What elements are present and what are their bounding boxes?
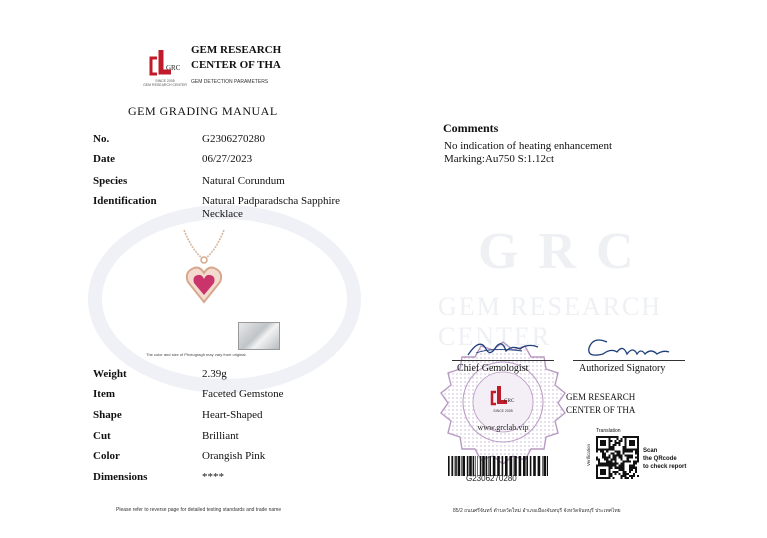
necklace-photo [180, 228, 228, 308]
qr-scan-instruction: Scan the QRcode to check report [643, 448, 687, 470]
manual-title: GEM GRADING MANUAL [128, 104, 278, 118]
value-shape: Heart-Shaped [202, 409, 263, 421]
org-subtitle: GEM DETECTION PARAMETERS [191, 79, 269, 85]
barcode-number: G2306270280 [466, 474, 517, 483]
signature-line-right [573, 360, 685, 361]
value-date: 06/27/2023 [202, 153, 253, 165]
label-weight: Weight [93, 368, 127, 380]
stamp-url: www.grclab.vip [477, 423, 529, 432]
comment-line-2: Marking:Au750 S:1.12ct [444, 153, 554, 165]
org-name-right: GEM RESEARCH CENTER OF THA [566, 392, 636, 415]
label-color: Color [93, 450, 120, 462]
label-authorized-signatory: Authorized Signatory [579, 363, 666, 374]
label-date: Date [93, 153, 115, 165]
signature-authorized [583, 334, 673, 362]
watermark-grc: GRC [478, 223, 654, 280]
stamp-logo-text: GRC [504, 399, 515, 404]
label-dimensions: Dimensions [93, 471, 148, 483]
label-chief-gemologist: Chief Gemologist [457, 363, 529, 374]
footer-note: Please refer to reverse page for detailed testing standards and trade name [116, 507, 282, 513]
label-species: Species [93, 175, 128, 187]
stamp-caption: SINCE 2005 [493, 409, 513, 413]
hologram-sticker [238, 322, 280, 350]
label-item: Item [93, 388, 115, 400]
value-no: G2306270280 [202, 133, 265, 145]
value-cut: Brilliant [202, 430, 239, 442]
value-species: Natural Corundum [202, 175, 285, 187]
comment-line-1: No indication of heating enhancement [444, 140, 612, 152]
logo-caption: SINCE 2005 GEM RESEARCH CENTER [143, 79, 187, 87]
qr-code[interactable] [596, 436, 639, 479]
label-cut: Cut [93, 430, 111, 442]
label-identification: Identification [93, 195, 157, 207]
photo-note: The color and size of Photogragh may vary from original. [146, 352, 247, 357]
value-item: Faceted Gemstone [202, 388, 284, 400]
grc-logo [147, 48, 183, 82]
value-identification: Natural Padparadscha Sapphire Necklace [202, 195, 341, 220]
signature-line-left [452, 360, 554, 361]
label-shape: Shape [93, 409, 122, 421]
value-color: Orangish Pink [202, 450, 266, 462]
watermark-center: GEM RESEARCH CENTER [438, 292, 663, 351]
signature-chief [462, 335, 542, 361]
label-no: No. [93, 133, 110, 145]
barcode [448, 456, 548, 476]
comments-title: Comments [443, 121, 499, 135]
qr-verification-label: Verification [586, 444, 591, 467]
org-name: GEM RESEARCH CENTER OF THA [191, 44, 282, 71]
value-weight: 2.39g [202, 368, 227, 380]
logo-text: GRC [166, 64, 181, 72]
footer-address: 85/2 ถนนศรีจันทร์ ตำบลวัดใหม่ อำเภอเมืองจันทบุรี จังหวัดจันทบุรี ประเทศไทย [453, 508, 621, 514]
value-dimensions: **** [202, 471, 224, 483]
qr-translation-label: Translation [596, 428, 621, 434]
